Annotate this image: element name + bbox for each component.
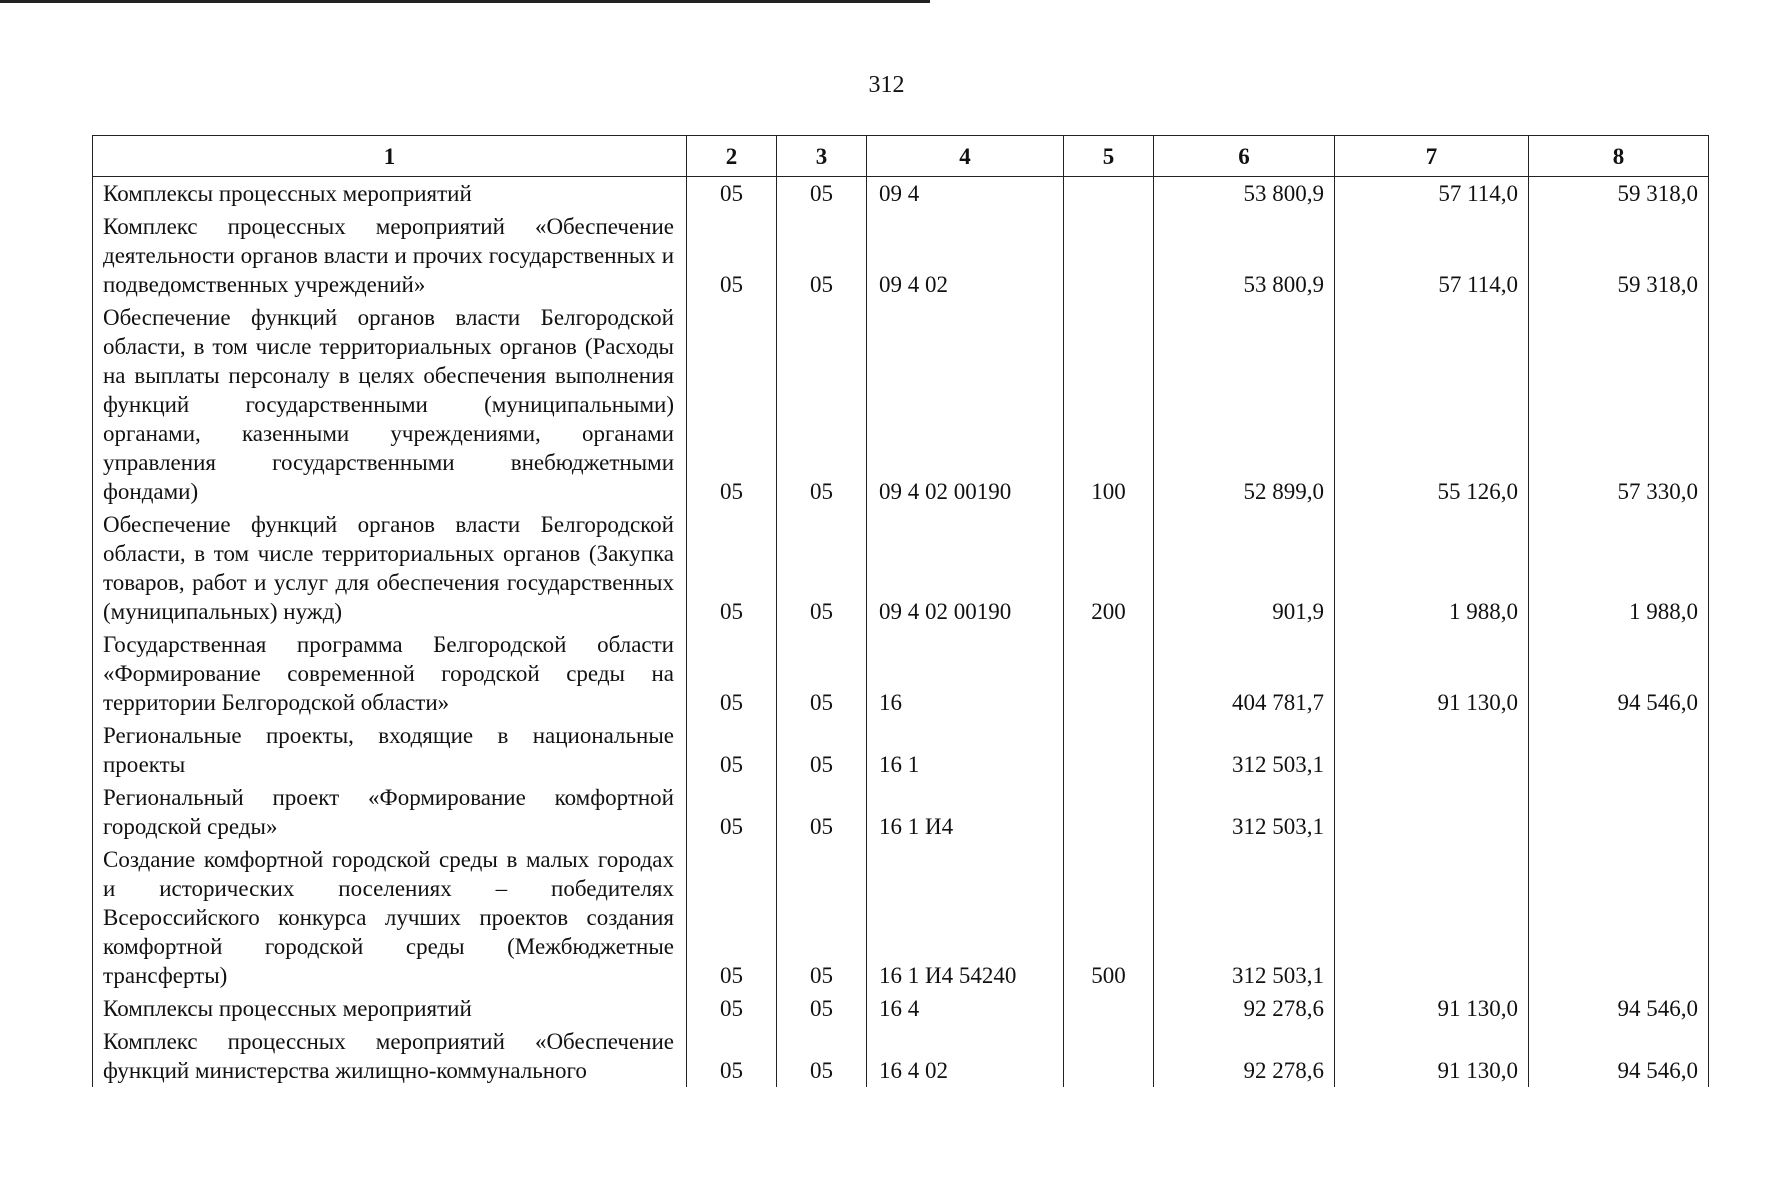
- amount-col6: 404 781,7: [1154, 628, 1335, 719]
- row-description: Обеспечение функций органов власти Белгородской области, в том числе территориальных органов (Расходы на выплаты персоналу в целях обеспечения выполнения функций государственными (муниципальными) органами, казенными учреждениями, органами управления государственными внебюджетными фондами): [93, 301, 687, 508]
- section-code: 05: [687, 177, 777, 211]
- amount-col8: 94 546,0: [1529, 628, 1709, 719]
- target-article-code: 16: [867, 628, 1064, 719]
- amount-col8: [1529, 719, 1709, 781]
- subsection-code: 05: [777, 719, 867, 781]
- row-description: Комплекс процессных мероприятий «Обеспечение деятельности органов власти и прочих государственных и подведомственных учреждений»: [93, 210, 687, 301]
- table-row: [93, 177, 1709, 211]
- expense-type-code: [1064, 781, 1154, 843]
- table-row: [93, 992, 1709, 1025]
- amount-col7: 55 126,0: [1335, 301, 1529, 508]
- page-number: 312: [868, 72, 905, 98]
- amount-col7: 91 130,0: [1335, 1025, 1529, 1087]
- amount-col6: 52 899,0: [1154, 301, 1335, 508]
- top-rule: [0, 0, 930, 3]
- amount-col7: 91 130,0: [1335, 628, 1529, 719]
- amount-col8: [1529, 843, 1709, 992]
- row-description: Комплексы процессных мероприятий: [93, 177, 687, 211]
- table-row: [93, 843, 1709, 992]
- amount-col6: 901,9: [1154, 508, 1335, 628]
- expense-type-code: [1064, 628, 1154, 719]
- target-article-code: 16 4 02: [867, 1025, 1064, 1087]
- table-row: [93, 301, 1709, 508]
- subsection-code: 05: [777, 781, 867, 843]
- amount-col6: 92 278,6: [1154, 992, 1335, 1025]
- target-article-code: 16 1: [867, 719, 1064, 781]
- amount-col8: 94 546,0: [1529, 992, 1709, 1025]
- row-description: Обеспечение функций органов власти Белгородской области, в том числе территориальных органов (Закупка товаров, работ и услуг для обеспечения государственных (муниципальных) нужд): [93, 508, 687, 628]
- header-cell: 7: [1335, 136, 1529, 177]
- header-row: [93, 136, 1709, 177]
- section-code: 05: [687, 628, 777, 719]
- section-code: 05: [687, 301, 777, 508]
- amount-col6: 53 800,9: [1154, 210, 1335, 301]
- amount-col8: 59 318,0: [1529, 177, 1709, 211]
- amount-col8: 94 546,0: [1529, 1025, 1709, 1087]
- expense-type-code: [1064, 177, 1154, 211]
- amount-col8: [1529, 781, 1709, 843]
- target-article-code: 16 1 И4: [867, 781, 1064, 843]
- header-cell: 2: [687, 136, 777, 177]
- amount-col7: [1335, 719, 1529, 781]
- amount-col6: 312 503,1: [1154, 843, 1335, 992]
- header-cell: 1: [93, 136, 687, 177]
- amount-col8: 59 318,0: [1529, 210, 1709, 301]
- row-description: Региональные проекты, входящие в национальные проекты: [93, 719, 687, 781]
- expense-type-code: [1064, 719, 1154, 781]
- amount-col6: 92 278,6: [1154, 1025, 1335, 1087]
- section-code: 05: [687, 508, 777, 628]
- subsection-code: 05: [777, 177, 867, 211]
- header-cell: 5: [1064, 136, 1154, 177]
- table-row: [93, 1025, 1709, 1087]
- section-code: 05: [687, 843, 777, 992]
- row-description: Государственная программа Белгородской области «Формирование современной городской среды на территории Белгородской области»: [93, 628, 687, 719]
- amount-col7: 91 130,0: [1335, 992, 1529, 1025]
- amount-col6: 53 800,9: [1154, 177, 1335, 211]
- amount-col8: 1 988,0: [1529, 508, 1709, 628]
- subsection-code: 05: [777, 508, 867, 628]
- table-row: [93, 508, 1709, 628]
- expense-type-code: 200: [1064, 508, 1154, 628]
- section-code: 05: [687, 1025, 777, 1087]
- budget-table: [92, 135, 1709, 1087]
- subsection-code: 05: [777, 1025, 867, 1087]
- header-cell: 6: [1154, 136, 1335, 177]
- header-cell: 8: [1529, 136, 1709, 177]
- section-code: 05: [687, 719, 777, 781]
- subsection-code: 05: [777, 843, 867, 992]
- amount-col7: 57 114,0: [1335, 177, 1529, 211]
- amount-col6: 312 503,1: [1154, 781, 1335, 843]
- target-article-code: 09 4 02: [867, 210, 1064, 301]
- table-row: [93, 628, 1709, 719]
- subsection-code: 05: [777, 210, 867, 301]
- section-code: 05: [687, 781, 777, 843]
- row-description: Региональный проект «Формирование комфортной городской среды»: [93, 781, 687, 843]
- amount-col7: 1 988,0: [1335, 508, 1529, 628]
- header-cell: 4: [867, 136, 1064, 177]
- amount-col7: [1335, 843, 1529, 992]
- amount-col6: 312 503,1: [1154, 719, 1335, 781]
- row-description: Создание комфортной городской среды в малых городах и исторических поселениях – победителях Всероссийского конкурса лучших проектов создания комфортной городской среды (Межбюджетные трансферты): [93, 843, 687, 992]
- table-row: [93, 719, 1709, 781]
- target-article-code: 16 4: [867, 992, 1064, 1025]
- header-cell: 3: [777, 136, 867, 177]
- subsection-code: 05: [777, 628, 867, 719]
- row-description: Комплекс процессных мероприятий «Обеспечение функций министерства жилищно-коммунального: [93, 1025, 687, 1087]
- amount-col7: [1335, 781, 1529, 843]
- amount-col8: 57 330,0: [1529, 301, 1709, 508]
- target-article-code: 09 4: [867, 177, 1064, 211]
- amount-col7: 57 114,0: [1335, 210, 1529, 301]
- target-article-code: 09 4 02 00190: [867, 508, 1064, 628]
- expense-type-code: 500: [1064, 843, 1154, 992]
- expense-type-code: [1064, 992, 1154, 1025]
- target-article-code: 09 4 02 00190: [867, 301, 1064, 508]
- row-description: Комплексы процессных мероприятий: [93, 992, 687, 1025]
- subsection-code: 05: [777, 301, 867, 508]
- table-row: [93, 210, 1709, 301]
- section-code: 05: [687, 210, 777, 301]
- target-article-code: 16 1 И4 54240: [867, 843, 1064, 992]
- expense-type-code: 100: [1064, 301, 1154, 508]
- section-code: 05: [687, 992, 777, 1025]
- table-row: [93, 781, 1709, 843]
- subsection-code: 05: [777, 992, 867, 1025]
- expense-type-code: [1064, 1025, 1154, 1087]
- expense-type-code: [1064, 210, 1154, 301]
